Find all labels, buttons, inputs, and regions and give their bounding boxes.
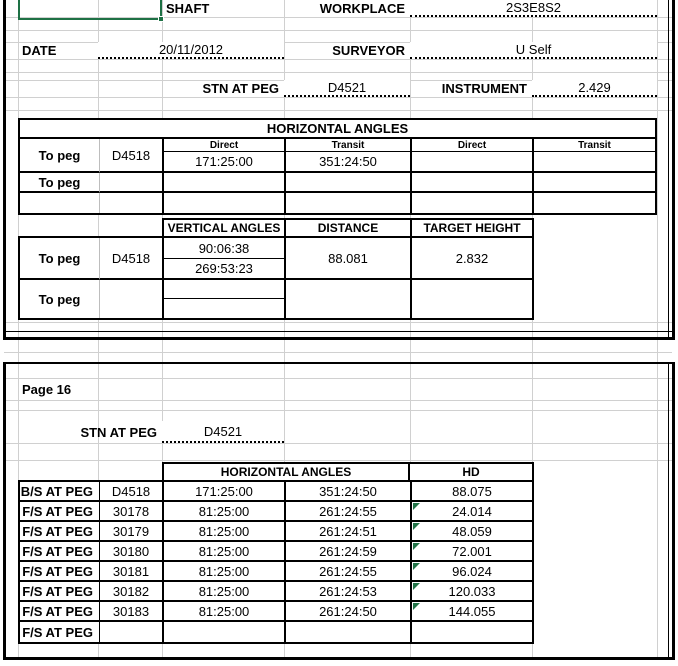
cell-error-indicator-icon [413, 603, 420, 610]
direct-header: Direct [164, 139, 286, 152]
hd-value: 48.059 [452, 523, 492, 539]
angle-cell[interactable] [534, 152, 655, 173]
hd-cell[interactable] [412, 582, 532, 602]
peg-id-cell[interactable]: 30179 [100, 522, 164, 542]
hd-cell[interactable] [412, 622, 532, 642]
cell-error-indicator-icon [413, 503, 420, 510]
vertical-angles-table [18, 236, 534, 320]
fs-at-peg-label[interactable]: F/S AT PEG [20, 542, 100, 562]
workplace-label[interactable]: WORKPLACE [319, 1, 405, 16]
empty-cell[interactable] [412, 193, 534, 213]
empty-cell[interactable] [286, 193, 412, 213]
to-peg-label[interactable]: To peg [20, 238, 100, 280]
angle-cell[interactable] [286, 173, 412, 193]
surveyor-value[interactable]: U Self [410, 42, 657, 59]
hd-cell[interactable] [412, 542, 532, 562]
fs-at-peg-label[interactable]: F/S AT PEG [20, 522, 100, 542]
hd-cell[interactable] [412, 602, 532, 622]
angle-cell[interactable]: 81:25:00 [164, 522, 286, 542]
angle-cell[interactable] [164, 173, 286, 193]
angle-cell[interactable]: 261:24:55 [286, 502, 412, 522]
peg-id-cell[interactable]: 30180 [100, 542, 164, 562]
cell-error-indicator-icon [413, 543, 420, 550]
angle-cell[interactable]: 261:24:59 [286, 542, 412, 562]
gridline [4, 110, 672, 111]
fs-at-peg-label[interactable]: F/S AT PEG [20, 562, 100, 582]
peg-id-cell[interactable]: D4518 [100, 139, 164, 173]
station-label[interactable]: STN AT PEG [202, 81, 279, 96]
empty-cell[interactable] [20, 193, 100, 213]
angle-cell[interactable] [534, 173, 655, 193]
angle-cell[interactable]: 81:25:00 [164, 562, 286, 582]
station-value[interactable]: D4521 [162, 421, 284, 443]
gridline [4, 322, 672, 323]
selected-cell[interactable] [18, 0, 162, 20]
hd-title: HD [462, 465, 480, 479]
station-label[interactable]: STN AT PEG [80, 424, 157, 440]
vertical-angles-header [162, 218, 534, 236]
bs-at-peg-label[interactable]: B/S AT PEG [20, 482, 100, 502]
gridline [4, 400, 672, 401]
transit-header: Transit [534, 139, 655, 152]
gridline [657, 0, 658, 658]
direct-header: Direct [412, 139, 534, 152]
angle-cell[interactable]: 261:24:51 [286, 522, 412, 542]
fill-handle[interactable] [158, 16, 164, 22]
angle-cell[interactable] [412, 152, 534, 173]
angle-cell[interactable] [412, 173, 534, 193]
fs-at-peg-label[interactable]: F/S AT PEG [20, 602, 100, 622]
angle-cell[interactable]: 261:24:53 [286, 582, 412, 602]
angle-cell[interactable]: 351:24:50 [286, 152, 412, 173]
hd-cell[interactable] [412, 482, 532, 502]
gridline [4, 72, 672, 73]
peg-id-cell[interactable] [100, 173, 164, 193]
angle-cell[interactable]: 171:25:00 [164, 482, 286, 502]
page-border-inner-line [668, 364, 669, 657]
target-height-cell[interactable] [412, 280, 532, 318]
fs-at-peg-label[interactable]: F/S AT PEG [20, 622, 100, 642]
peg-id-cell[interactable]: 30182 [100, 582, 164, 602]
workplace-value[interactable]: 2S3E8S2 [410, 0, 657, 17]
peg-id-cell[interactable]: 30181 [100, 562, 164, 582]
to-peg-label[interactable]: To peg [20, 139, 100, 173]
observation-table-header [162, 462, 534, 480]
angle-cell[interactable]: 81:25:00 [164, 502, 286, 522]
peg-id-cell[interactable]: D4518 [100, 238, 164, 280]
angle-cell[interactable]: 261:24:55 [286, 562, 412, 582]
target-height-title: TARGET HEIGHT [423, 221, 521, 235]
empty-cell[interactable] [534, 193, 655, 213]
gridline [4, 97, 672, 98]
transit-header: Transit [286, 139, 412, 152]
hd-value: 24.014 [452, 503, 492, 519]
hd-value: 96.024 [452, 563, 492, 579]
angle-cell[interactable]: 261:24:50 [286, 602, 412, 622]
empty-cell[interactable] [164, 193, 286, 213]
page-number-label[interactable]: Page 16 [22, 381, 72, 397]
hd-cell[interactable] [412, 502, 532, 522]
hd-cell[interactable] [412, 562, 532, 582]
hd-value: 120.033 [448, 583, 496, 599]
cell-error-indicator-icon [413, 523, 420, 530]
fs-at-peg-label[interactable]: F/S AT PEG [20, 582, 100, 602]
angle-cell[interactable]: 81:25:00 [164, 542, 286, 562]
gridline [4, 352, 672, 353]
angle-cell[interactable]: 171:25:00 [164, 152, 286, 173]
observation-table [18, 480, 534, 644]
vertical-angle-transit-cell[interactable]: 269:53:23 [164, 259, 286, 280]
station-value[interactable]: D4521 [284, 80, 410, 97]
target-height-cell[interactable]: 2.832 [412, 238, 532, 280]
peg-id-cell[interactable]: 30183 [100, 602, 164, 622]
empty-cell[interactable] [100, 193, 164, 213]
hd-value: 144.055 [448, 603, 496, 619]
hd-value: 88.075 [452, 483, 492, 499]
vertical-angle-direct-cell[interactable] [164, 280, 286, 299]
vertical-angle-direct-cell[interactable]: 90:06:38 [164, 238, 286, 259]
angle-cell[interactable]: 81:25:00 [164, 582, 286, 602]
gridline [4, 30, 672, 31]
angle-cell[interactable]: 351:24:50 [286, 482, 412, 502]
surveyor-label[interactable]: SURVEYOR [332, 43, 405, 58]
gridline [4, 460, 672, 461]
hd-cell[interactable] [412, 522, 532, 542]
page-border-inner-line [5, 331, 672, 332]
page-border-inner-line [668, 0, 669, 337]
gridline [4, 443, 672, 444]
vertical-angle-transit-cell[interactable] [164, 299, 286, 318]
horizontal-angles-table [18, 118, 657, 215]
to-peg-label[interactable]: To peg [20, 173, 100, 193]
peg-id-cell[interactable]: D4518 [100, 482, 164, 502]
peg-id-cell[interactable]: 30178 [100, 502, 164, 522]
shaft-label[interactable]: SHAFT [166, 1, 210, 16]
instrument-value[interactable]: 2.429 [532, 80, 657, 97]
to-peg-label[interactable]: To peg [20, 280, 100, 318]
horizontal-angles-title: HORIZONTAL ANGLES [164, 464, 410, 480]
cell-error-indicator-icon [413, 583, 420, 590]
distance-title: DISTANCE [286, 220, 412, 236]
instrument-label[interactable]: INSTRUMENT [441, 81, 527, 96]
distance-cell[interactable]: 88.081 [286, 238, 412, 280]
angle-cell[interactable] [164, 622, 286, 642]
gridline [4, 410, 672, 411]
hd-value: 72.001 [452, 543, 492, 559]
distance-cell[interactable] [286, 280, 412, 318]
angle-cell[interactable]: 81:25:00 [164, 602, 286, 622]
cell-error-indicator-icon [413, 563, 420, 570]
date-label[interactable]: DATE [22, 43, 57, 58]
vertical-angles-title: VERTICAL ANGLES [164, 220, 286, 236]
fs-at-peg-label[interactable]: F/S AT PEG [20, 502, 100, 522]
peg-id-cell[interactable] [100, 280, 164, 318]
gridline [4, 59, 672, 60]
date-value[interactable]: 20/11/2012 [98, 42, 284, 59]
horizontal-angles-title: HORIZONTAL ANGLES [20, 120, 655, 139]
angle-cell[interactable] [286, 622, 412, 642]
peg-id-cell[interactable] [100, 622, 164, 642]
